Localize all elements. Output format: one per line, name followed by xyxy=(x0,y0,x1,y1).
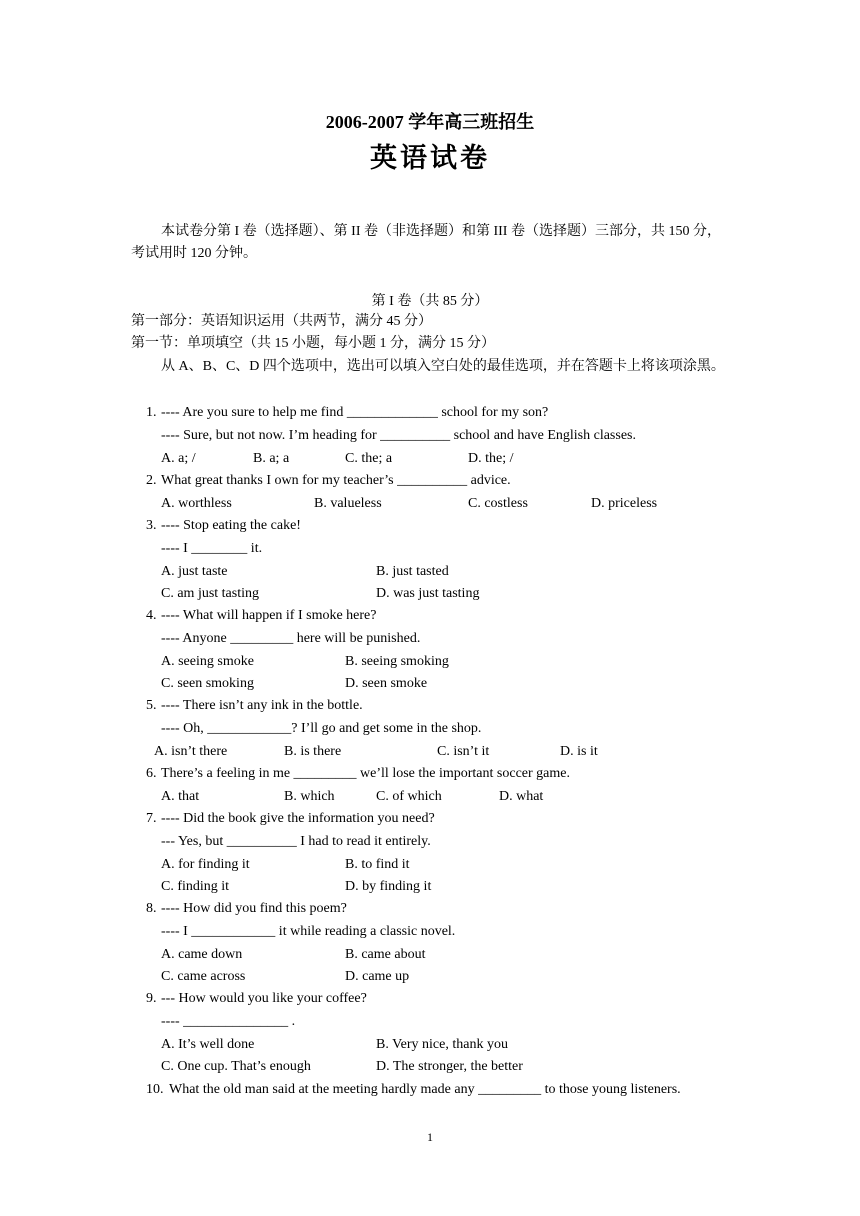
volume-title: 第 I 卷（共 85 分） xyxy=(371,294,489,309)
question-5-line: ---- There isn’t any ink in the bottle. xyxy=(161,698,363,713)
question-10-line: What the old man said at the meeting hardly made any _________ to those young listeners. xyxy=(169,1082,681,1097)
question-1-option-c: C. the; a xyxy=(345,451,393,466)
question-5-option-b: B. is there xyxy=(284,744,342,759)
question-10-number: 10. xyxy=(146,1082,164,1097)
question-5-option-d: D. is it xyxy=(560,744,598,759)
exam-year-title: 2006-2007 学年高三班招生 xyxy=(325,112,535,132)
question-6-option-b: B. which xyxy=(284,789,335,804)
question-7-option-d: D. by finding it xyxy=(345,879,432,894)
question-3-option-d: D. was just tasting xyxy=(376,586,480,601)
question-6-option-c: C. of which xyxy=(376,789,442,804)
question-3-line: ---- I ________ it. xyxy=(161,541,263,556)
question-6-option-d: D. what xyxy=(499,789,544,804)
question-7-option-a: A. for finding it xyxy=(161,857,250,872)
question-8-line: ---- I ____________ it while reading a classic novel. xyxy=(161,924,456,939)
question-1-option-b: B. a; a xyxy=(253,451,290,466)
question-2-option-c: C. costless xyxy=(468,496,528,511)
question-1-number: 1. xyxy=(146,405,157,420)
question-8-line: ---- How did you find this poem? xyxy=(161,901,347,916)
intro-paragraph: 本试卷分第 I 卷（选择题）、第 II 卷（非选择题）和第 III 卷（选择题）三部分，共 150 分，考试用时 120 分钟。 xyxy=(131,224,721,261)
question-7-number: 7. xyxy=(146,811,157,826)
question-6-option-a: A. that xyxy=(161,789,200,804)
question-9-option-a: A. It’s well done xyxy=(161,1037,255,1052)
question-1-line: ---- Are you sure to help me find _____________ school for my son? xyxy=(161,405,549,420)
question-4-option-b: B. seeing smoking xyxy=(345,654,449,669)
question-4-option-a: A. seeing smoke xyxy=(161,654,254,669)
question-1-option-d: D. the; / xyxy=(468,451,514,466)
question-2-option-d: D. priceless xyxy=(591,496,658,511)
question-9-option-c: C. One cup. That’s enough xyxy=(161,1059,311,1074)
question-4-line: ---- What will happen if I smoke here? xyxy=(161,608,377,623)
question-3-option-b: B. just tasted xyxy=(376,564,449,579)
question-7-line: ---- Did the book give the information you need? xyxy=(161,811,435,826)
question-2-option-a: A. worthless xyxy=(161,496,232,511)
question-8-option-a: A. came down xyxy=(161,947,243,962)
subsection-title: 第一节：单项填空（共 15 小题，每小题 1 分，满分 15 分） xyxy=(131,336,495,351)
instructions-paragraph: 从 A、B、C、D 四个选项中，选出可以填入空白处的最佳选项，并在答题卡上将该项涂黑。 xyxy=(161,359,725,374)
question-3-option-c: C. am just tasting xyxy=(161,586,259,601)
question-4-line: ---- Anyone _________ here will be punished. xyxy=(161,631,421,646)
question-5-line: ---- Oh, ____________? I’ll go and get some in the shop. xyxy=(161,721,482,736)
question-3-line: ---- Stop eating the cake! xyxy=(161,518,301,533)
part-title: 第一部分：英语知识运用（共两节，满分 45 分） xyxy=(131,314,432,329)
question-5-number: 5. xyxy=(146,698,157,713)
question-3-option-a: A. just taste xyxy=(161,564,228,579)
question-9-option-d: D. The stronger, the better xyxy=(376,1059,523,1074)
question-9-line: ---- _______________ . xyxy=(161,1014,296,1029)
question-8-number: 8. xyxy=(146,901,157,916)
question-5-option-c: C. isn’t it xyxy=(437,744,490,759)
question-1-option-a: A. a; / xyxy=(161,451,196,466)
question-8-option-b: B. came about xyxy=(345,947,426,962)
question-6-line: There’s a feeling in me _________ we’ll lose the important soccer game. xyxy=(161,766,570,781)
question-9-option-b: B. Very nice, thank you xyxy=(376,1037,508,1052)
question-6-number: 6. xyxy=(146,766,157,781)
question-9-line: --- How would you like your coffee? xyxy=(161,991,367,1006)
question-4-option-c: C. seen smoking xyxy=(161,676,254,691)
question-2-option-b: B. valueless xyxy=(314,496,382,511)
exam-subject-title: 英语试卷 xyxy=(370,143,490,173)
question-4-option-d: D. seen smoke xyxy=(345,676,428,691)
question-1-line: ---- Sure, but not now. I’m heading for __________ school and have English classes. xyxy=(161,428,636,443)
question-2-number: 2. xyxy=(146,473,157,488)
question-7-option-c: C. finding it xyxy=(161,879,230,894)
question-2-line: What great thanks I own for my teacher’s __________ advice. xyxy=(161,473,511,488)
question-8-option-c: C. came across xyxy=(161,969,246,984)
question-7-line: --- Yes, but __________ I had to read it entirely. xyxy=(161,834,431,849)
question-3-number: 3. xyxy=(146,518,157,533)
question-9-number: 9. xyxy=(146,991,157,1006)
question-8-option-d: D. came up xyxy=(345,969,410,984)
question-4-number: 4. xyxy=(146,608,157,623)
question-7-option-b: B. to find it xyxy=(345,857,410,872)
page-number: 1 xyxy=(427,1130,433,1144)
question-5-option-a: A. isn’t there xyxy=(154,744,228,759)
